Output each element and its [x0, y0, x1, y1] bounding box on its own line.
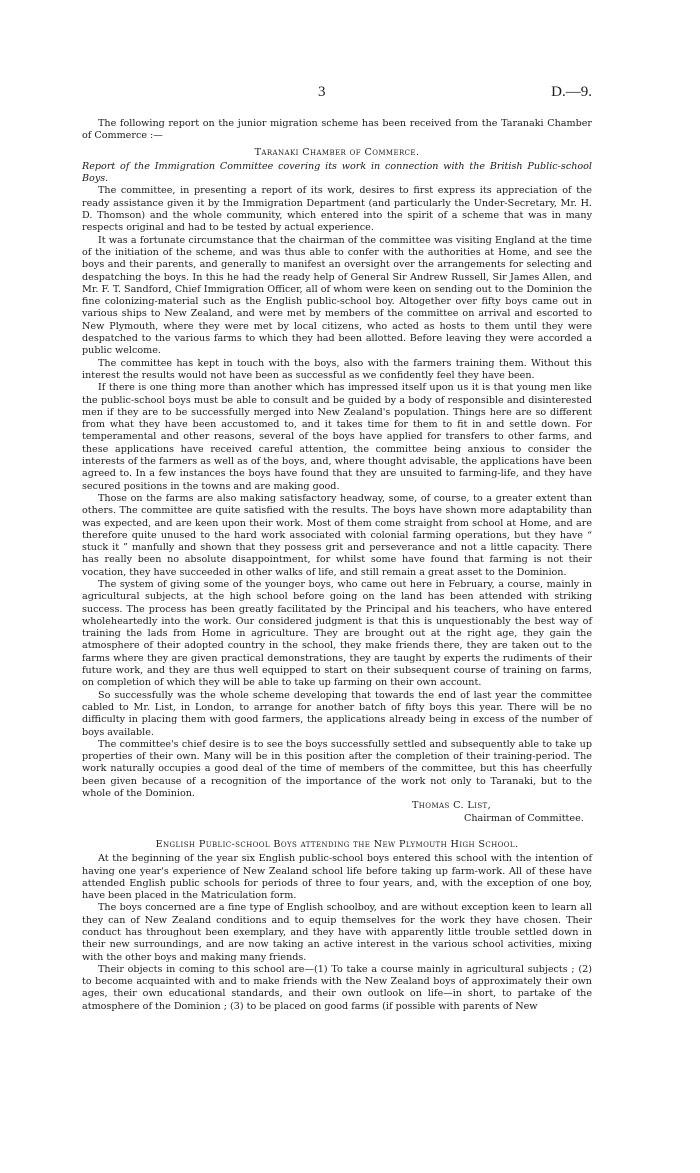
report-section [82, 185, 592, 800]
section-heading-school: English Public-school Boys attending the New Plymouth High School. [155, 838, 519, 850]
report-paragraph: The committee, in presenting a report of its work, desires to first express its appreciation of the ready assistance given it by the Immigration Department (and particularly the Under-Secretary, Mr. H. D. Thomson) and the whole community, which entered into the spirit of a scheme that was in many respects original and had to be tested by actual experience. [82, 185, 592, 234]
school-paragraph: The boys concerned are a fine type of English schoolboy, and are without exception keen to learn all they can of New Zealand conditions and to equip themselves for the work they have chosen. Their conduct has throughout been exemplary, and they have with apparently little trouble settled down in their new surroundings, and are now taking an active interest in the various school activities, mixing with the other boys and making many friends. [82, 902, 592, 963]
report-subtitle: Report of the Immigration Committee covering its work in connection with the British Public-school Boys. [82, 160, 592, 185]
school-paragraph: At the beginning of the year six English public-school boys entered this school with the intention of having one year's experience of New Zealand school life before taking up farm-work. All of these have attended English public schools for periods of three to four years, and, with the exception of one boy, have been placed in the Matriculation form. [82, 853, 592, 902]
signatory-title: Chairman of Committee. [464, 812, 584, 824]
report-paragraph: If there is one thing more than another which has impressed itself upon us it is that young men like the public-school boys must be able to consult and be guided by a body of responsible and disinterested men if they are to be successfully merged into New Zealand's population. Things here are so different from what they have been accustomed to, and it takes time for them to fit in and settle down. For temperamental and other reasons, several of the boys have applied for transfers to other farms, and these applications have received careful attention, the committee being anxious to consider the interests of the farmers as well as of the boys, and, where thought advisable, the applications have been agreed to. In a few instances the boys have found that they are unsuited to farming-life, and they have secured positions in the towns and are making good. [82, 382, 592, 492]
page-header [0, 86, 700, 106]
report-paragraph: Those on the farms are also making satisfactory headway, some, of course, to a greater extent than others. The committee are quite satisfied with the results. The boys have shown more adaptability than was expected, and are keen upon their work. Most of them come straight from school at Home, and are therefore quite unused to the hard work associated with colonial farming operations, but they have “ stuck it ” manfully and shown that they possess grit and perseverance and not a little capacity. There has really been no absolute disappointment, for whilst some have found that farming is not their vocation, they have succeeded in other walks of life, and still remain a great asset to the Dominion. [82, 492, 592, 578]
report-paragraph: It was a fortunate circumstance that the chairman of the committee was visiting England at the time of the initiation of the scheme, and was thus able to confer with the authorities at Home, and see the boys and their parents, and generally to manifest an oversight over the arrangements for selecting and despatching the boys. In this he had the ready help of General Sir Andrew Russell, Sir James Allen, and Mr. F. T. Sandford, Chief Immigration Officer, all of whom were keen on sending out to the Dominion the fine colonizing-material such as the English public-school boy. Altogether over fifty boys came out in various ships to New Zealand, and were met by members of the committee on arrival and escorted to New Plymouth, where they were met by local citizens, who acted as hosts to them until they were despatched to the various farms to which they had been allotted. Before leaving they were accorded a public welcome. [82, 234, 592, 357]
report-paragraph: The committee has kept in touch with the boys, also with the farmers training them. Without this interest the results would not have been as successful as we confidently feel they have been. [82, 357, 592, 381]
section-heading-chamber: Taranaki Chamber of Commerce. [254, 146, 420, 158]
report-paragraph: The system of giving some of the younger boys, who came out here in February, a course, mainly in agricultural subjects, at the high school before going on the land has been attended with striking success. The process has been greatly facilitated by the Principal and his teachers, who have entered wholeheartedly into the work. Our considered judgment is that this is unquestionably the best way of training the lads from Home in agriculture. They are brought out at the right age, they gain the atmosphere of their adopted country in the school, they make friends there, they are taken out to the farms where they are given practical demonstrations, they are taught by experts the rudiments of their future work, and they are thus well equipped to start on their subsequent course of training on farms, on completion of which they will be able to take up farming on their own account. [82, 578, 592, 689]
document-body [82, 118, 592, 1013]
page-number: 3 [318, 84, 326, 100]
school-paragraph: Their objects in coming to this school are—(1) To take a course mainly in agricultural subjects ; (2) to become acquainted with and to make friends with the New Zealand boys of approximately their own ages, their own educational standards, and their own outlook on life—in short, to partake of the atmosphere of the Dominion ; (3) to be placed on good farms (if possible with parents of New [82, 963, 592, 1012]
document-reference: D.—9. [551, 84, 592, 100]
report-paragraph: The committee's chief desire is to see the boys successfully settled and subsequently able to take up properties of their own. Many will be in this position after the completion of their training-period. The work naturally occupies a good deal of the time of members of the committee, but this has cheerfully been given because of a recognition of the importance of the work not only to Taranaki, but to the whole of the Dominion. [82, 738, 592, 800]
report-paragraph: So successfully was the whole scheme developing that towards the end of last year the committee cabled to Mr. List, in London, to arrange for another batch of fifty boys this year. There will be no difficulty in placing them with good farmers, the applications already being in excess of the number of boys available. [82, 689, 592, 738]
signature-block [82, 800, 592, 825]
intro-paragraph: The following report on the junior migration scheme has been received from the Taranaki Chamber of Commerce :— [82, 118, 592, 142]
school-section [82, 853, 592, 1013]
signatory-name: Thomas C. List, [412, 800, 492, 812]
